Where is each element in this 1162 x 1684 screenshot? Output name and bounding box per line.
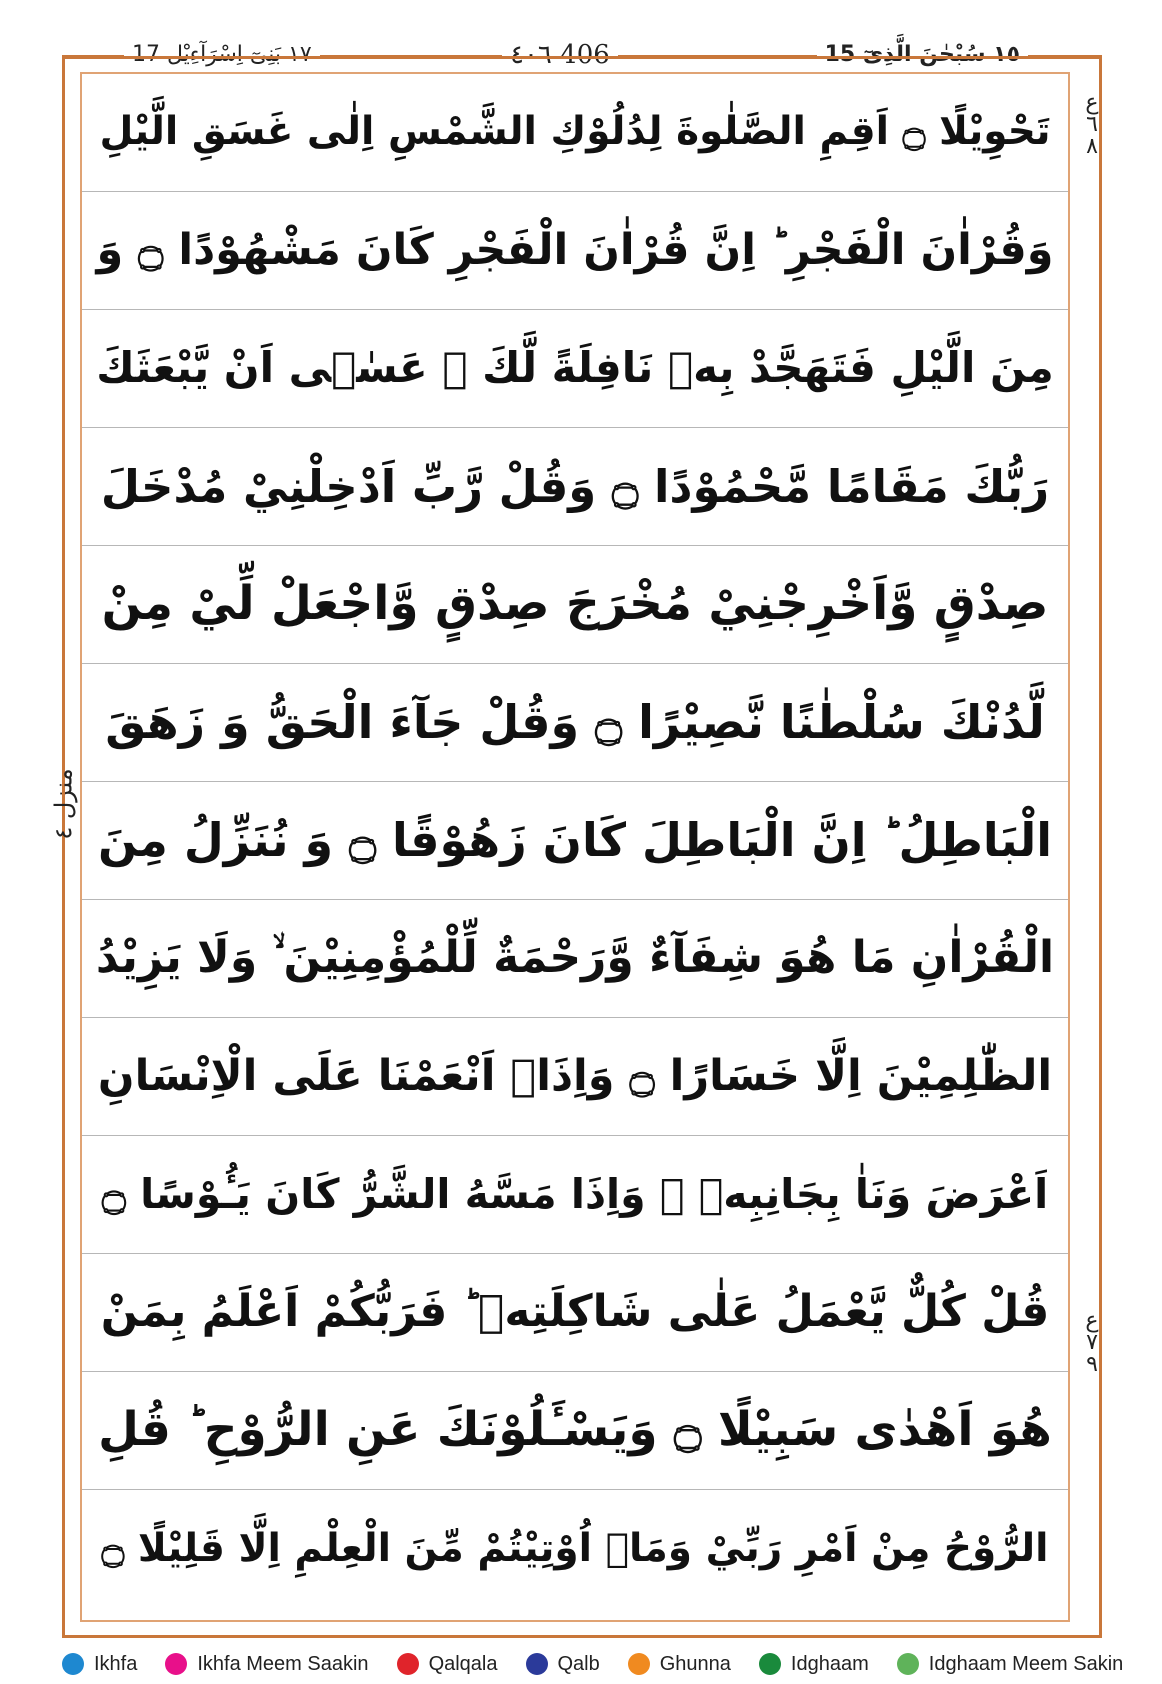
legend-dot [526, 1653, 548, 1675]
legend-label: Qalqala [428, 1652, 498, 1675]
verse-line-text: تَحْوِيْلًا ۝ اَقِمِ الصَّلٰوةَ لِدُلُوْكِ الشَّمْسِ اِلٰى غَسَقِ الَّيْلِ [99, 109, 1051, 155]
legend-item-ghunna [628, 1653, 731, 1676]
verse-line [82, 900, 1068, 1018]
legend-item-qalqala [397, 1653, 498, 1676]
legend-label: Ghunna [659, 1652, 731, 1675]
verse-line [82, 1254, 1068, 1372]
verse-line-text: لَّدُنْكَ سُلْطٰنًا نَّصِيْرًا ۝ وَقُلْ جَآءَ الْحَقُّ وَ زَهَقَ [105, 694, 1045, 749]
juz-name-header: ١٥ سُبْحٰنَ الَّذِیٓ 15 [817, 38, 1028, 72]
legend-label: Qalb [557, 1652, 600, 1675]
tajweed-legend [62, 1650, 1124, 1678]
verse-line [82, 192, 1068, 310]
page-number: ٤٠٦ 406 [502, 38, 618, 72]
legend-item-ikhfa [62, 1653, 137, 1676]
ruku-marker-bottom: ع ٧ ٩ [1085, 1308, 1099, 1377]
ruku-marker-top: ع ٦ ٨ [1085, 90, 1099, 159]
manzil-marker: منزل ٤ [49, 768, 78, 840]
verse-line-text: الْبَاطِلُ ؕ اِنَّ الْبَاطِلَ كَانَ زَهُوْقًا ۝ وَ نُنَزِّلُ مِنَ [98, 812, 1053, 867]
verse-line [82, 1018, 1068, 1136]
legend-dot [165, 1653, 187, 1675]
verse-line [82, 1372, 1068, 1490]
verse-line [82, 782, 1068, 900]
legend-label: Idghaam [790, 1652, 869, 1675]
legend-dot [897, 1653, 919, 1675]
surah-name-header: ١٧ بَنِیٓ اِسْرَآءِیْل 17 [124, 38, 320, 72]
verse-line [82, 1490, 1068, 1608]
verse-line-text: مِنَ الَّيْلِ فَتَهَجَّدْ بِهٖ نَافِلَةً لَّكَ ۖ عَسٰۤى اَنْ يَّبْعَثَكَ [96, 343, 1054, 393]
legend-label: Idghaam Meem Sakin [928, 1652, 1124, 1675]
verse-line [82, 1136, 1068, 1254]
verse-line [82, 546, 1068, 664]
verse-line [82, 428, 1068, 546]
verse-line [82, 664, 1068, 782]
verse-line-text: الْقُرْاٰنِ مَا هُوَ شِفَآءٌ وَّرَحْمَةٌ لِّلْمُؤْمِنِيْنَ ۙ وَلَا يَزِيْدُ [95, 932, 1055, 984]
verse-line-text: قُلْ كُلٌّ يَّعْمَلُ عَلٰى شَاكِلَتِهٖ ؕ فَرَبُّكُمْ اَعْلَمُ بِمَنْ [100, 1286, 1050, 1338]
legend-label: Ikhfa Meem Saakin [197, 1652, 369, 1675]
legend-item-idghaam [759, 1653, 869, 1676]
legend-item-qalb [526, 1653, 600, 1676]
legend-dot [628, 1653, 650, 1675]
legend-dot [759, 1653, 781, 1675]
legend-item-idghaam-meem-sakin [897, 1653, 1124, 1676]
verse-line-text: وَقُرْاٰنَ الْفَجْرِ ؕ اِنَّ قُرْاٰنَ الْفَجْرِ كَانَ مَشْهُوْدًا ۝ وَ [96, 224, 1054, 275]
verse-line-text: صِدْقٍ وَّاَخْرِجْنِيْ مُخْرَجَ صِدْقٍ وَّاجْعَلْ لِّيْ مِنْ [101, 576, 1049, 632]
verse-line-text: الرُّوْحُ مِنْ اَمْرِ رَبِّيْ وَمَاۤ اُوْتِيْتُمْ مِّنَ الْعِلْمِ اِلَّا قَلِيْلًا ۝ [101, 1525, 1049, 1571]
legend-item-ikhfa-meem-saakin [165, 1653, 368, 1676]
verse-line [82, 310, 1068, 428]
legend-dot [62, 1653, 84, 1675]
verse-line-text: هُوَ اَهْدٰى سَبِيْلًا ۝ وَيَسْـَٔلُوْنَكَ عَنِ الرُّوْحِ ؕ قُلِ [98, 1402, 1052, 1458]
verse-line-text: الظّٰلِمِيْنَ اِلَّا خَسَارًا ۝ وَاِذَاۤ اَنْعَمْنَا عَلَى الْاِنْسَانِ [97, 1050, 1053, 1101]
quran-text-block [82, 74, 1068, 1608]
verse-line-text: اَعْرَضَ وَنَاٰ بِجَانِبِهٖ ۚ وَاِذَا مَسَّهُ الشَّرُّ كَانَ يَـُٔوْسًا ۝ [101, 1169, 1049, 1218]
verse-line-text: رَبُّكَ مَقَامًا مَّحْمُوْدًا ۝ وَقُلْ رَّبِّ اَدْخِلْنِيْ مُدْخَلَ [100, 459, 1050, 513]
verse-line [82, 74, 1068, 192]
legend-label: Ikhfa [94, 1652, 138, 1675]
legend-dot [397, 1653, 419, 1675]
